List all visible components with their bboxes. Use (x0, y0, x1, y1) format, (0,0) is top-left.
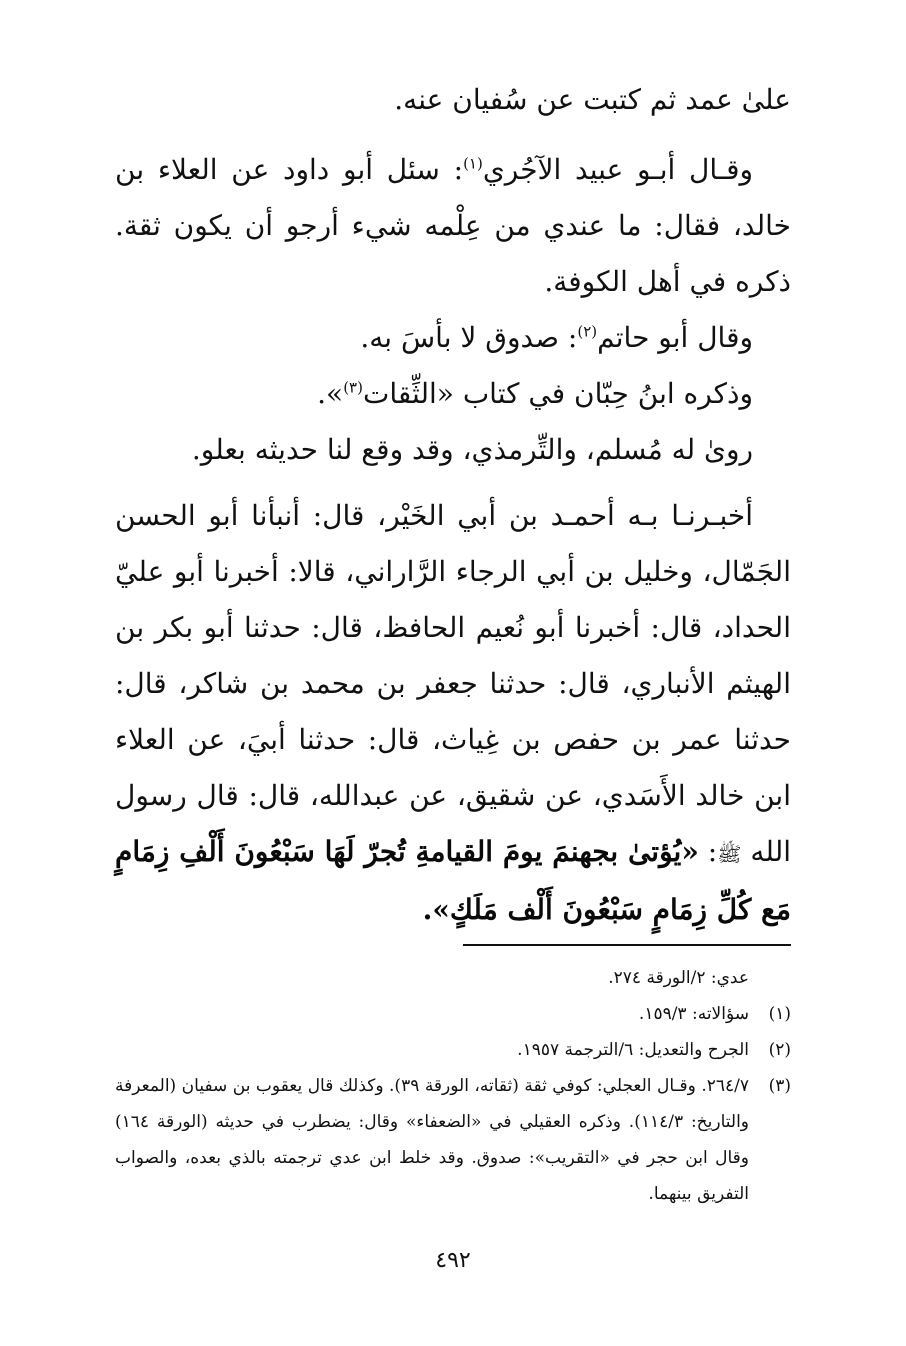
footnote-1 (115, 996, 791, 1032)
footnote-ref-1[interactable]: (١) (463, 154, 483, 173)
footnote-2-number: (٢) (768, 1040, 791, 1060)
footnote-ref-3[interactable]: (٣) (343, 378, 363, 397)
paragraph-abu-hatim (115, 310, 791, 366)
footnote-3 (115, 1068, 791, 1212)
footnote-1-number: (١) (768, 1004, 791, 1024)
footnote-separator (463, 944, 791, 946)
footnote-carryover-text: عدي: ٢/الورقة ٢٧٤. (608, 968, 749, 988)
footnote-2 (115, 1032, 791, 1068)
salawat-glyph: ﷺ (717, 842, 742, 866)
paragraph-isnad (115, 488, 791, 938)
paragraph-1 (115, 72, 791, 128)
paragraph-riwaya (115, 422, 791, 478)
isnad-text: أخبـرنـا بـه أحمـد بن أبي الخَيْر، قال: أنبأنا أبو الحسن الجَمّال، وخليل بن أبي الرجاء الرَّاراني، قالا: أخبرنا أبو عليّ الحداد، قال: أخبرنا أبو نُعيم الحافظ، قال: حدثنا أبو بكر بن الهيثم الأنباري، قال: حدثنا جعفر بن محمد بن شاكر، قال: حدثنا عمر بن حفص بن غِياث، قال: حدثنا أبيَ، عن العلاء ابن خالد الأَسَدي، عن شقيق، عن عبدالله، قال: قال رسول الله (115, 499, 791, 868)
footnote-2-text: الجرح والتعديل: ٦/الترجمة ١٩٥٧. (517, 1040, 749, 1060)
footnote-3-text: ٢٦٤/٧. وقـال العجلي: كوفي ثقة (ثقاته، الورقة ٣٩). وكذلك قال يعقوب بن سفيان (المعرفة والتاريخ: ١١٤/٣). وذكره العقيلي في «الضعفاء» وقال: يضطرب في حديثه (الورقة ١٦٤) وقال ابن حجر في «التقريب»: صدوق. وقد خلط ابن عدي ترجمته بالذي بعده، والصواب التفريق بينهما. (115, 1076, 750, 1204)
footnotes (115, 960, 791, 1212)
paragraph-ajurri (115, 142, 791, 310)
ajurri-text-end: : سئل أبو داود عن العلاء بن خالد، فقال: ما عندي من عِلْمه شيء أرجو أن يكون ثقة. ذكره في أهل الكوفة. (115, 153, 791, 298)
footnote-3-number: (٣) (768, 1076, 791, 1096)
hadith-text: «يُؤتىٰ بجهنمَ يومَ القيامةِ تُجرّ لَهَا سَبْعُونَ أَلْفِ زِمَامٍ مَع كُلِّ زِمَامٍ سَبْعُونَ أَلْف مَلَكٍ». (115, 835, 791, 926)
footnote-ref-2[interactable]: (٢) (577, 322, 598, 341)
paragraph-1-text: علىٰ عمد ثم كتبت عن سُفيان عنه. (394, 83, 791, 116)
ibn-hibban-text-start: وذكره ابنُ حِبّان في كتاب «الثِّقات (362, 377, 753, 410)
paragraph-ibn-hibban (115, 366, 791, 422)
ajurri-text-start: وقـال أبـو عبيد الآجُري (482, 153, 753, 186)
riwaya-text: روىٰ له مُسلم، والتِّرمذي، وقد وقع لنا حديثه بعلو. (191, 433, 753, 466)
footnote-carryover (115, 960, 791, 996)
abu-hatim-text-end: : صدوق لا بأسَ به. (360, 321, 578, 354)
abu-hatim-text-start: وقال أبو حاتم (597, 321, 753, 354)
page-number: ٤٩٢ (435, 1248, 471, 1273)
main-text (115, 72, 791, 938)
footnote-1-text: سؤالاته: ١٥٩/٣. (638, 1004, 749, 1024)
ibn-hibban-text-end: ». (317, 377, 344, 410)
isnad-colon: : (698, 835, 718, 868)
